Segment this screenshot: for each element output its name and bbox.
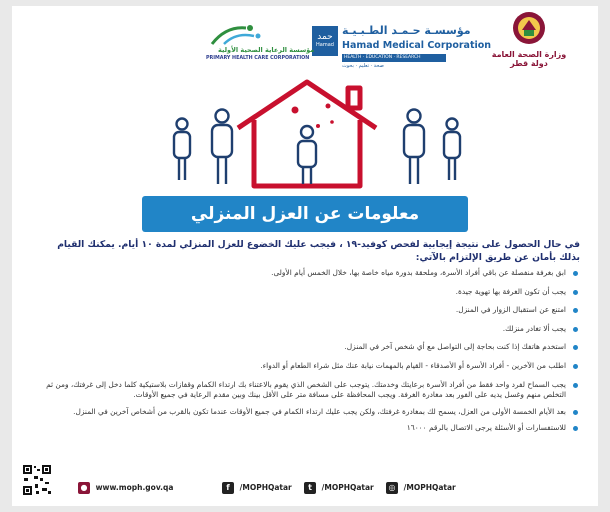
- person-icon: [404, 110, 424, 185]
- virus-icon: [292, 104, 334, 129]
- list-item: للاستفسارات أو الأسئلة يرجى الاتصال بالرقم ١٦٠٠٠: [36, 423, 580, 434]
- hmc-tagline-ar: صحة · تعليم · بحوث: [342, 63, 384, 69]
- moph-small-logo-icon: ●: [78, 482, 90, 494]
- bullet-icon: [573, 345, 578, 350]
- qr-code-icon: [22, 464, 52, 496]
- bullet-icon: [573, 364, 578, 369]
- bullet-icon: [573, 308, 578, 313]
- moph-emblem-icon: [484, 10, 574, 46]
- twitter-icon: t: [304, 482, 316, 494]
- twitter-link[interactable]: t /MOPHQatar: [304, 482, 374, 500]
- list-item: يجب ألا تغادر منزلك.: [36, 324, 580, 335]
- facebook-link[interactable]: f /MOPHQatar: [222, 482, 292, 500]
- list-item: اطلب من الآخرين - أفراد الأسرة أو الأصدقاء - القيام بالمهمات نيابة عنك مثل شراء الطعام أو الدواء.: [36, 361, 580, 372]
- bullet-icon: [573, 426, 578, 431]
- house-icon: [238, 82, 376, 186]
- website-link[interactable]: ● www.moph.gov.qa: [78, 482, 173, 500]
- instagram-icon: ◎: [386, 482, 398, 494]
- person-icon: [212, 110, 232, 185]
- bullet-icon: [573, 290, 578, 295]
- moph-logo: [484, 10, 574, 70]
- hmc-name-en: Hamad Medical Corporation: [342, 40, 492, 51]
- list-item: يجب السماح لفرد واحد فقط من أفراد الأسرة برعايتك وخدمتك. يتوجب على الشخص الذي يقوم بالاعتناء بك ارتداء الكمام وقفازات بلاستيكية كلما دخل إلى غرفتك، ومن ثم التخلص منهم وغسل يديه على الفور بعد مغادرة الغرفة. ويجب المحافظة على مسافة متر على الأقل بينك وبين مقدم الرعاية في جميع الأوقات.: [36, 380, 580, 401]
- list-item: امتنع عن استقبال الزوار في المنزل.: [36, 305, 580, 316]
- bullet-icon: [573, 271, 578, 276]
- home-isolation-illustration: [152, 74, 462, 196]
- hmc-tagline-bar: HEALTH · EDUCATION · RESEARCH: [342, 54, 446, 62]
- phcc-name-en: PRIMARY HEALTH CARE CORPORATION: [206, 56, 310, 61]
- moph-country: دولة قطر: [510, 59, 548, 68]
- hmc-logo: [312, 20, 492, 69]
- intro-text: في حال الحصول على نتيجة إيجابية لفحص كوفيد-١٩ ، فيجب عليك الخضوع للعزل المنزلي لمدة ١٠ أيام. يمكنك القيام بذلك بأمان عن طريق الإلتزام بالآتي:: [57, 239, 580, 263]
- moph-name: وزارة الصحة العامة: [491, 50, 567, 59]
- poster: [12, 6, 598, 506]
- list-item: بعد الأيام الخمسة الأولى من العزل، يسمح لك بمغادرة غرفتك، ولكن يجب عليك ارتداء الكمام في جميع الأوقات عندما تكون بالقرب من أشخاص آخرين في المنزل.: [36, 407, 580, 418]
- phcc-swoosh-icon: [206, 22, 266, 46]
- instructions-list: [36, 268, 580, 434]
- bullet-icon: [573, 410, 578, 415]
- person-icon: [444, 119, 460, 181]
- phcc-name-ar: مؤسسة الرعاية الصحية الأولية: [218, 46, 315, 54]
- list-item: يجب أن تكون الغرفة بها تهوية جيدة.: [36, 287, 580, 298]
- person-icon: [174, 119, 190, 181]
- list-item: استخدم هاتفك إذا كنت بحاجة إلى التواصل مع أي شخص آخر في المنزل.: [36, 342, 580, 353]
- isolated-person-icon: [298, 126, 316, 184]
- list-item: ابق بغرفة منفصلة عن باقي أفراد الأسرة، وملحقة بدورة مياه خاصة بها، خلال الخمس أيام الأولى.: [36, 268, 580, 279]
- hmc-box-icon: حمد Hamad: [312, 26, 338, 56]
- instagram-link[interactable]: ◎ /MOPHQatar: [386, 482, 456, 500]
- bullet-icon: [573, 383, 578, 388]
- page-title: معلومات عن العزل المنزلي: [142, 196, 468, 232]
- facebook-icon: f: [222, 482, 234, 494]
- phcc-logo: [192, 22, 315, 68]
- bullet-icon: [573, 327, 578, 332]
- hmc-name-ar: مؤسسـة حـمـد الطـبـيـة: [342, 24, 471, 37]
